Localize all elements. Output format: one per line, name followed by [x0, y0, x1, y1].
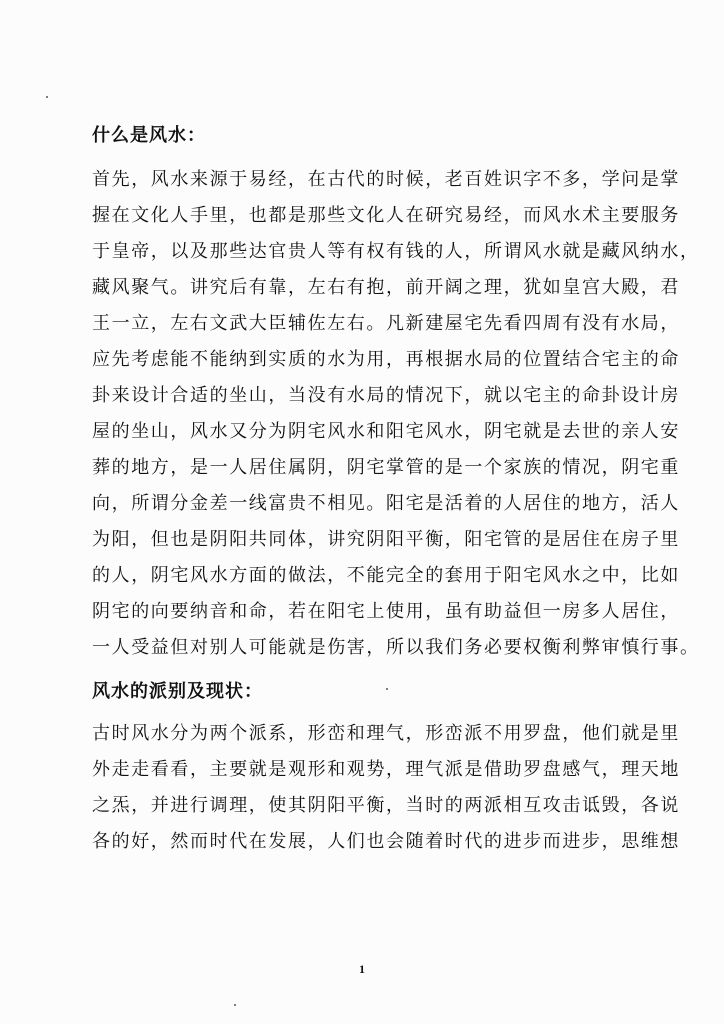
text-line: 握在文化人手里，也都是那些文化人在研究易经，而风水术主要服务 — [92, 205, 680, 226]
text-line: 藏风聚气。讲究后有靠，左右有抱，前开阔之理，犹如皇宫大殿，君 — [92, 277, 680, 298]
text-line: 为阳，但也是阴阳共同体，讲究阴阳平衡，阳宅管的是居住在房子里 — [92, 529, 680, 550]
section-1-paragraph — [92, 162, 698, 666]
section-gap — [92, 666, 698, 678]
text-line: 首先，风水来源于易经，在古代的时候，老百姓识字不多，学问是掌 — [92, 169, 680, 190]
text-line: 屋的坐山，风水又分为阴宅风水和阳宅风水，阴宅就是去世的亲人安 — [92, 421, 680, 442]
text-line: 向，所谓分金差一线富贵不相见。阳宅是活着的人居住的地方，活人 — [92, 493, 680, 514]
text-line: 各的好，然而时代在发展，人们也会随着时代的进步而进步，思维想 — [92, 831, 680, 852]
text-line: 古时风水分为两个派系，形峦和理气，形峦派不用罗盘，他们就是里 — [92, 723, 680, 744]
text-line: 葬的地方，是一人居住属阴，阴宅掌管的是一个家族的情况，阴宅重 — [92, 457, 680, 478]
page-number: 1 — [359, 962, 365, 976]
text-line: 卦来设计合适的坐山，当没有水局的情况下，就以宅主的命卦设计房 — [92, 385, 680, 406]
section-heading-what-is-fengshui: 什么是风水： — [92, 125, 206, 146]
text-line: 应先考虑能不能纳到实质的水为用，再根据水局的位置结合宅主的命 — [92, 349, 680, 370]
text-line: 于皇帝，以及那些达官贵人等有权有钱的人，所谓风水就是藏风纳水， — [92, 241, 700, 262]
scan-speck — [234, 1004, 236, 1006]
text-line: 外走走看看，主要就是观形和观势，理气派是借助罗盘感气，理天地 — [92, 759, 680, 780]
text-line: 之炁，并进行调理，使其阴阳平衡，当时的两派相互攻击诋毁，各说 — [92, 795, 680, 816]
document-body — [92, 122, 698, 860]
text-line: 一人受益但对别人可能就是伤害，所以我们务必要权衡利弊审慎行事。 — [92, 637, 700, 658]
text-line: 的人，阴宅风水方面的做法，不能完全的套用于阳宅风水之中，比如 — [92, 565, 680, 586]
text-line: 王一立，左右文武大臣辅佐左右。凡新建屋宅先看四周有没有水局， — [92, 313, 680, 334]
text-line: 阴宅的向要纳音和命，若在阳宅上使用，虽有助益但一房多人居住， — [92, 601, 680, 622]
section-heading-schools-and-status: 风水的派别及现状： — [92, 681, 263, 702]
section-2-paragraph — [92, 716, 698, 860]
scan-speck — [46, 96, 48, 98]
